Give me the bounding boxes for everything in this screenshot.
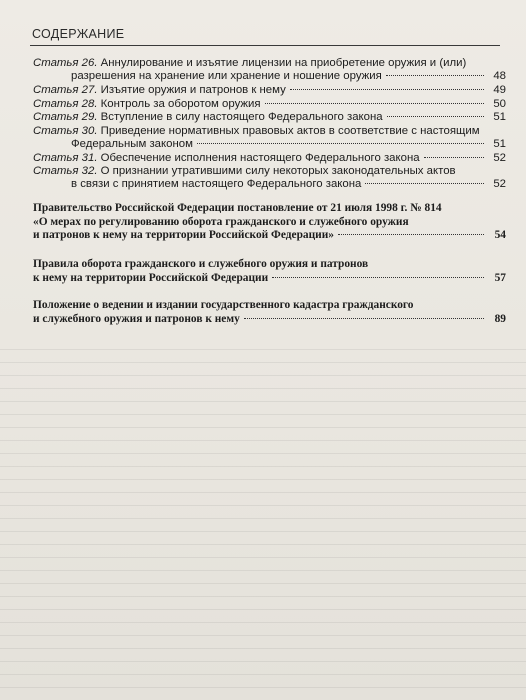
toc-entry-circulation-rules[interactable]	[33, 258, 506, 285]
page-number: 51	[493, 111, 506, 123]
page-number: 50	[493, 98, 506, 110]
leader-dots	[244, 318, 484, 319]
header-rule	[30, 45, 500, 46]
page-number: 52	[493, 152, 506, 164]
leader-dots	[386, 75, 484, 76]
article-number: Статья 32.	[33, 165, 98, 177]
page-number: 49	[493, 84, 506, 96]
article-title: Федеральным законом	[71, 137, 193, 150]
page-number: 54	[494, 229, 506, 241]
toc-entry-article-28[interactable]	[33, 98, 506, 111]
article-number: Статья 30.	[33, 125, 98, 137]
leader-dots	[387, 116, 484, 117]
document-title: Правила оборота гражданского и служебного оружия и патронов	[33, 258, 369, 270]
toc-entry-article-29[interactable]	[33, 111, 506, 124]
document-title: и патронов к нему на территории Российской Федерации»	[33, 229, 334, 241]
leader-dots	[265, 103, 484, 104]
leader-dots	[338, 234, 484, 235]
toc-entry-article-30[interactable]	[33, 125, 506, 150]
leader-dots	[424, 157, 484, 158]
article-number: Статья 26.	[33, 57, 98, 69]
bleed-through-text	[0, 340, 526, 700]
article-number: Статья 28.	[33, 98, 98, 110]
article-title: Аннулирование и изъятие лицензии на приобретение оружия и (или)	[100, 57, 467, 69]
leader-dots	[197, 143, 484, 144]
toc-entry-article-27[interactable]	[33, 84, 506, 97]
article-title: разрешения на хранение или хранение и ношение оружия	[71, 69, 382, 82]
article-title: в связи с принятием настоящего Федерального закона	[71, 177, 362, 190]
article-title: Изъятие оружия и патронов к нему	[100, 84, 286, 96]
article-title: Вступление в силу настоящего Федерального закона	[100, 111, 383, 123]
page-number: 48	[493, 69, 506, 82]
document-title: Правительство Российской Федерации постановление от 21 июля 1998 г. № 814	[33, 202, 442, 214]
article-number: Статья 27.	[33, 84, 98, 96]
article-title: Приведение нормативных правовых актов в соответствие с настоящим	[100, 125, 480, 137]
article-title: Контроль за оборотом оружия	[100, 98, 261, 110]
page-number: 57	[494, 271, 506, 284]
document-title: «О мерах по регулированию оборота гражданского и служебного оружия	[33, 215, 409, 228]
leader-dots	[365, 183, 484, 184]
document-title: к нему на территории Российской Федерации	[33, 271, 269, 284]
article-title: Обеспечение исполнения настоящего Федерального закона	[100, 152, 420, 164]
page-number: 51	[493, 137, 506, 150]
document-title: и служебного оружия и патронов к нему	[33, 312, 240, 325]
article-title: О признании утратившими силу некоторых законодательных актов	[100, 165, 456, 177]
leader-dots	[272, 277, 484, 278]
toc-entry-article-32[interactable]	[33, 165, 506, 190]
page-number: 89	[494, 312, 506, 325]
leader-dots	[290, 89, 484, 90]
toc-entry-government-resolution[interactable]	[33, 202, 506, 243]
article-number: Статья 29.	[33, 111, 98, 123]
page-title: СОДЕРЖАНИЕ	[32, 27, 125, 41]
document-title: Положение о ведении и издании государственного кадастра гражданского	[33, 299, 414, 311]
article-number: Статья 31.	[33, 152, 98, 164]
toc-entry-article-26[interactable]	[33, 57, 506, 82]
page-number: 52	[493, 177, 506, 190]
toc-entry-cadastre-regulation[interactable]	[33, 299, 506, 326]
toc-entry-article-31[interactable]	[33, 152, 506, 165]
